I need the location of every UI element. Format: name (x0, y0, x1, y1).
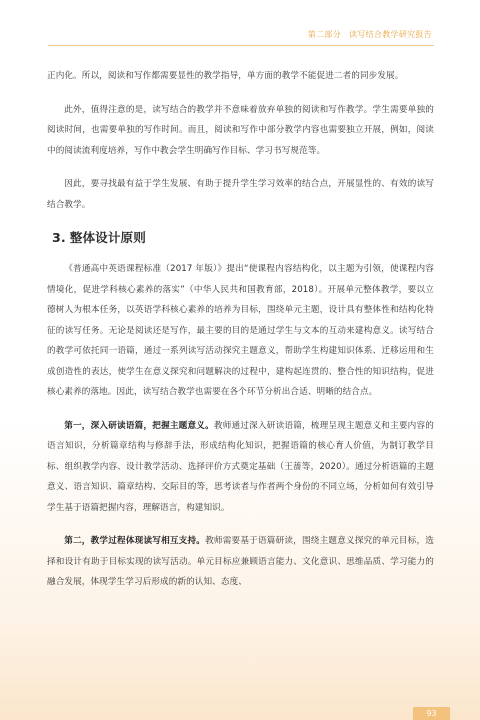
paragraph-continuation: 正内化。所以，阅读和写作都需要显性的教学指导，单方面的教学不能促进二者的同步发展。 (47, 71, 404, 81)
running-header (300, 29, 432, 40)
header-divider (48, 45, 434, 46)
header-title: 读写结合教学研究报告 (349, 30, 432, 39)
body-text (47, 66, 434, 606)
paragraph-principle-1 (47, 416, 434, 519)
paragraph: 因此，要寻找最有益于学生发展、有助于提升学生学习效率的结合点，开展显性的、有效的读写结合教学。 (47, 179, 434, 210)
page-number: 93 (413, 707, 450, 720)
principle-lead: 第一，深入研读语篇，把握主题意义。 (64, 420, 214, 431)
section-number: 3. (52, 230, 66, 245)
principle-lead: 第二，教学过程体现读写相互支持。 (64, 536, 206, 546)
principle-text: 教师需要基于语篇研读，围绕主题意义探究的单元目标，选择和设计有助于目标实现的读写活动。单元目标应兼顾语言能力、文化意识、思维品质、学习能力的融合发展，体现学生学习后形成的新的认知、态度、 (47, 536, 434, 587)
section-title: 整体设计原则 (69, 230, 146, 245)
paragraph-principle-2 (47, 531, 434, 593)
header-part: 第二部分 (307, 30, 341, 39)
section-heading (52, 228, 434, 248)
principle-text: 教师通过深入研读语篇，梳理呈现主题意义和主要内容的语言知识，分析篇章结构与修辞手法，形成结构化知识，把握语篇的核心育人价值，为制订教学目标、组织教学内容、设计教学活动、选择评价方式奠定基础（王蔷等，2020）。通过分析语篇的主题意义、语言知识、篇章结构、交际目的等，思考读者与作者两个身份的不同立场，分析如何有效引导学生基于语篇把握内容，理解语言，构建知识。 (47, 420, 434, 513)
paragraph: 《普通高中英语课程标准（2017 年版）》提出“使课程内容结构化，以主题为引领，使课程内容情境化，促进学科核心素养的落实”（中华人民共和国教育部，2018）。开展单元整体教学，要以立德树人为根本任务，以英语学科核心素养的培养为目标，围绕单元主题，设计具有整体性和结构化特征的读写任务。无论是阅读还是写作，最主要的目的是通过学生与文本的互动来建构意义。读写结合的教学可依托同一语篇，通过一系列读写活动探究主题意义，帮助学生构建知识体系、迁移运用和生成创造性的表达，使学生在意义探究和问题解决的过程中，建构起连贯的、整合性的知识结构，促进核心素养的落地。因此，读写结合教学也需要在各个环节分析出合适、明晰的结合点。 (47, 264, 434, 397)
paragraph: 此外，值得注意的是，读写结合的教学并不意味着放弃单独的阅读和写作教学。学生需要单独的阅读时间，也需要单独的写作时间。而且，阅读和写作中部分教学内容也需要独立开展，例如，阅读中的阅读流利度培养，写作中教会学生明确写作目标、学习书写规范等。 (47, 104, 434, 156)
